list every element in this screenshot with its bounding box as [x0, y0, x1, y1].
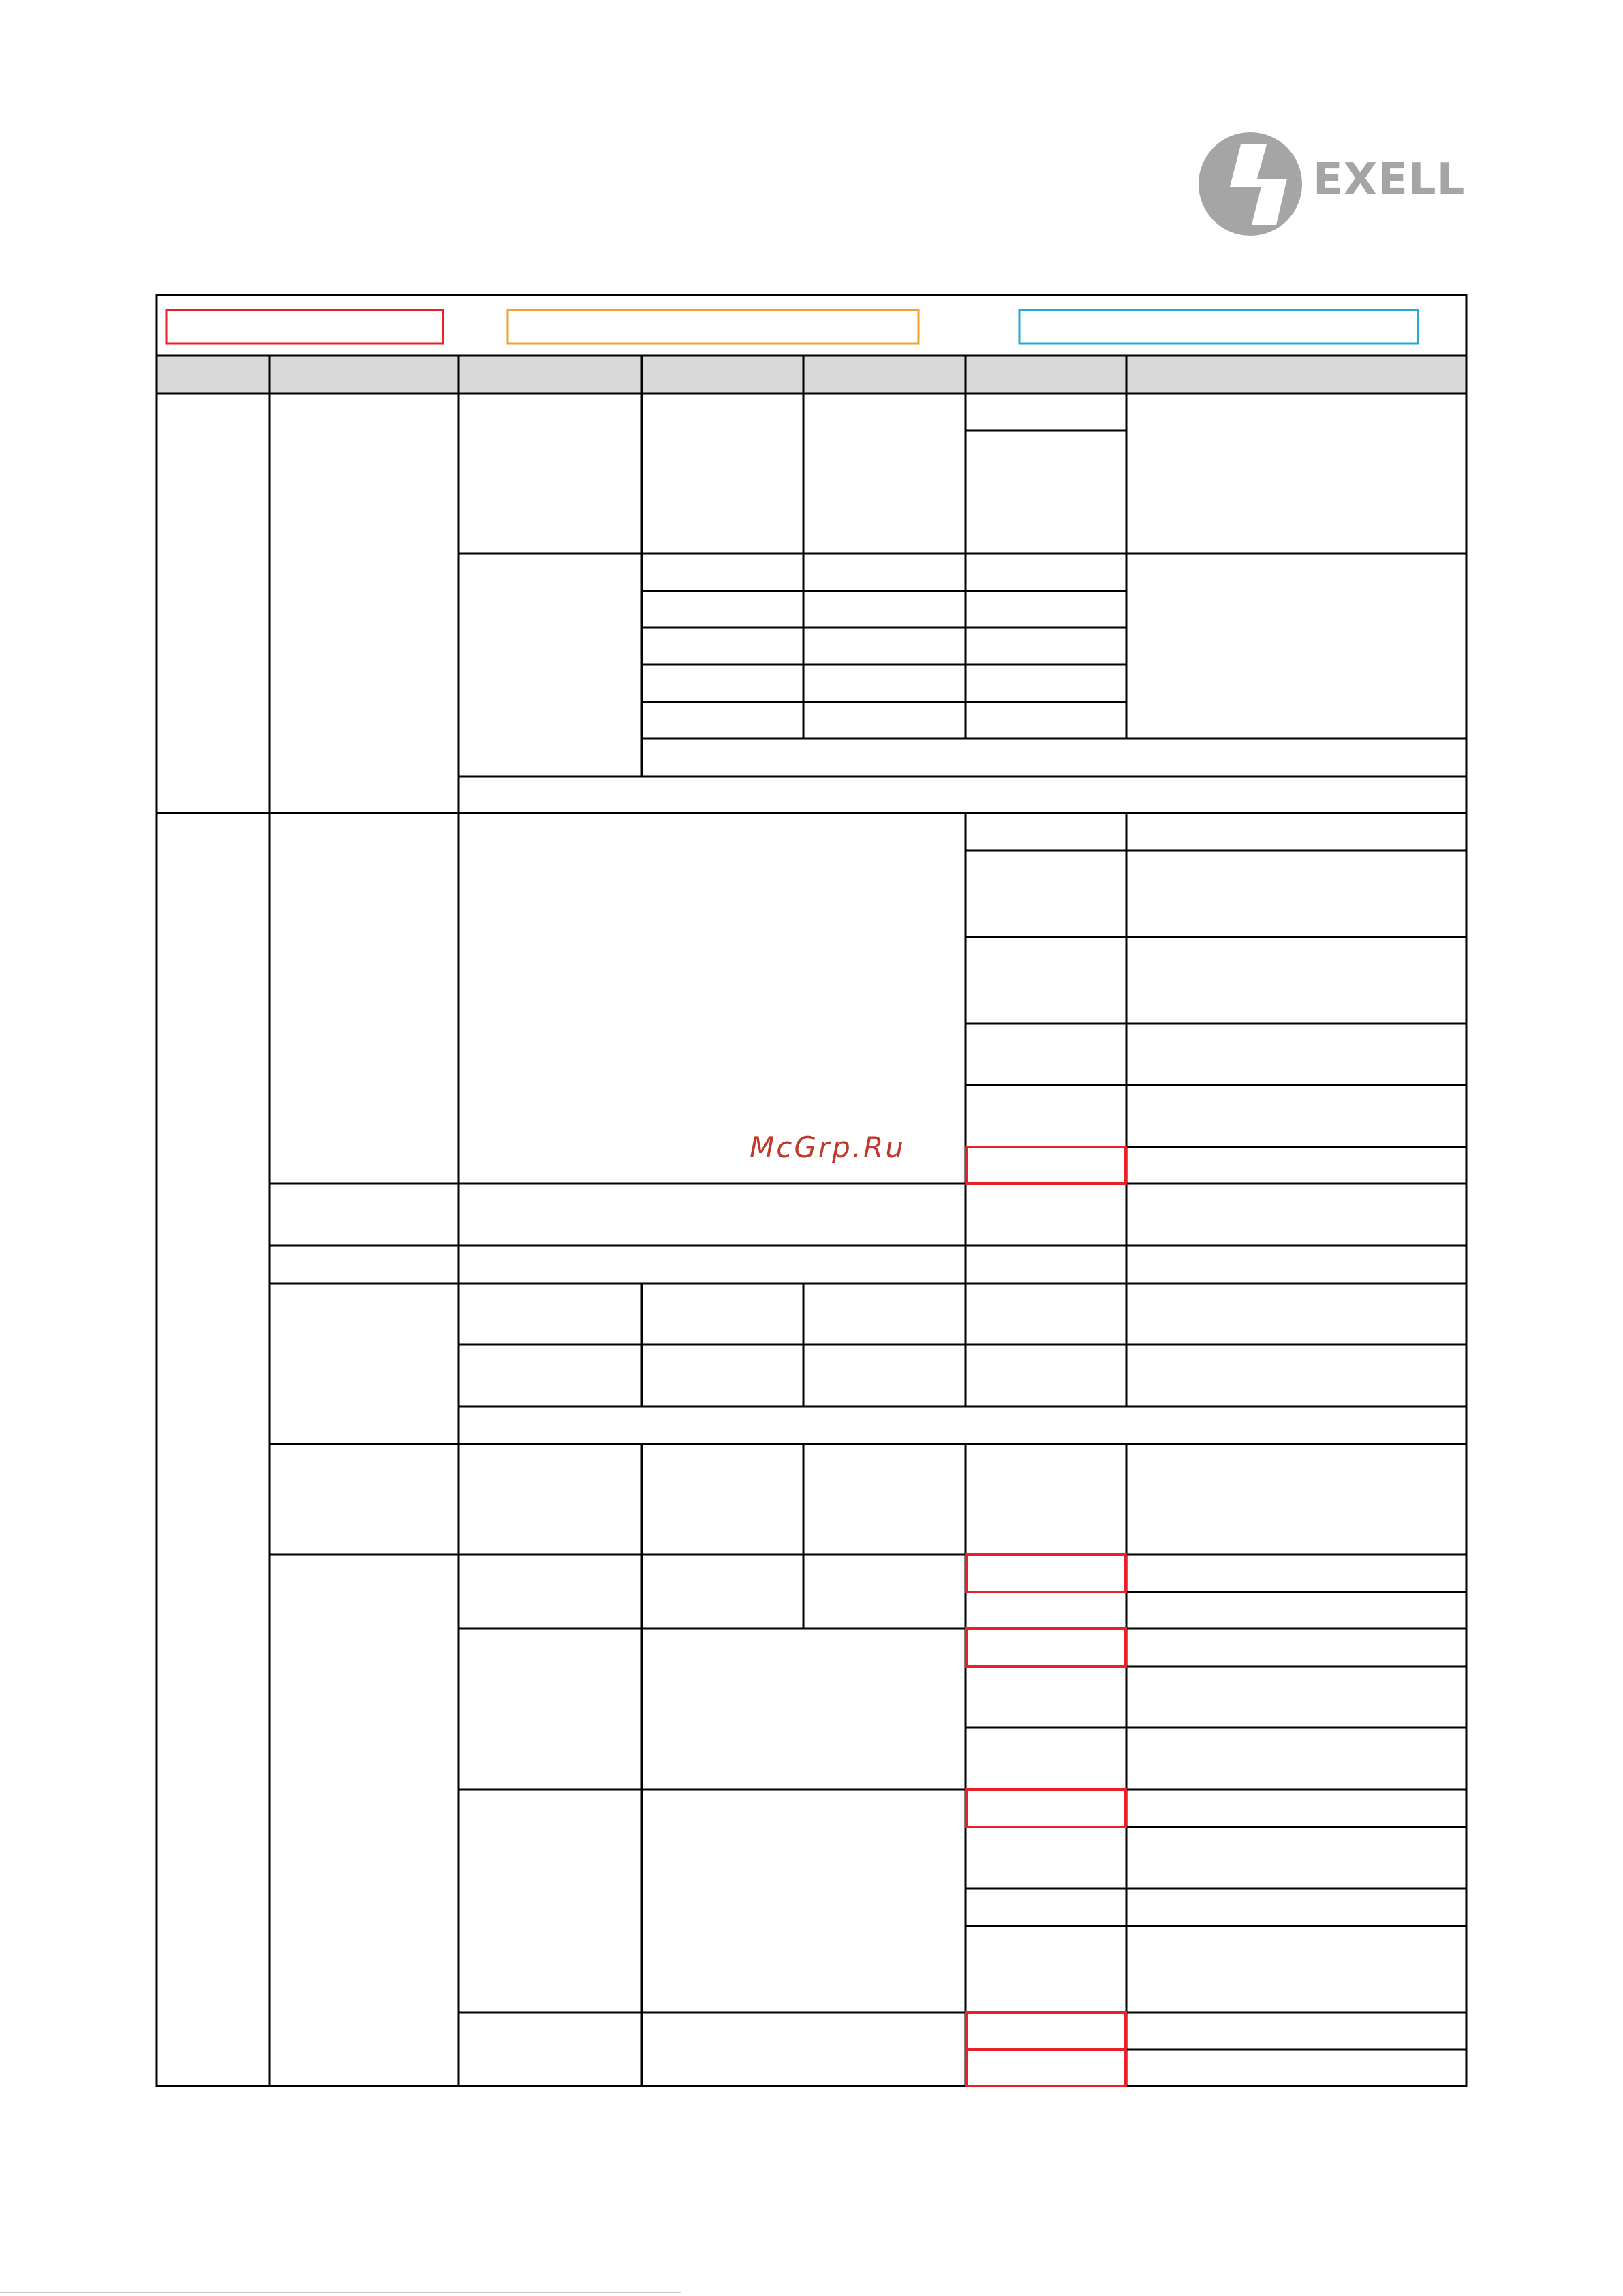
logo-wordmark: EXELL — [1313, 155, 1466, 205]
page-bottom-edge — [0, 2290, 1623, 2296]
legend-box-orange — [508, 310, 918, 343]
table-header-row — [157, 356, 1466, 393]
highlight-cell — [966, 1147, 1126, 1184]
highlight-cell — [966, 1629, 1126, 1666]
legend-box-blue — [1019, 310, 1418, 343]
highlight-cell — [966, 2049, 1126, 2086]
table-grid — [157, 295, 1466, 2086]
highlight-cell — [966, 1790, 1126, 1827]
watermark-text: McGrp.Ru — [749, 1131, 906, 1164]
legend-box-red — [166, 310, 443, 343]
highlight-cell — [966, 2012, 1126, 2049]
highlighted-cells — [966, 1147, 1126, 2086]
highlight-cell — [966, 1555, 1126, 1592]
